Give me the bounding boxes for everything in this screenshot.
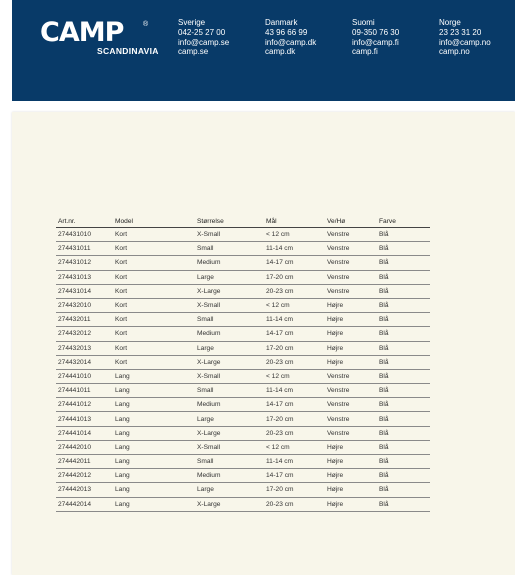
cell-art-nr: 274431013 <box>56 270 113 284</box>
cell-side: Højre <box>325 469 377 483</box>
header-side: Ve/Hø <box>325 215 377 228</box>
cell-color: Blå <box>377 398 430 412</box>
table-row <box>56 355 430 369</box>
cell-measure: 20-23 cm <box>264 497 325 511</box>
cell-size: Large <box>195 483 264 497</box>
cell-side: Venstre <box>325 270 377 284</box>
logo-text: CAMP <box>40 17 124 48</box>
cell-side: Venstre <box>325 426 377 440</box>
cell-size: Small <box>195 384 264 398</box>
cell-measure: < 12 cm <box>264 440 325 454</box>
cell-side: Højre <box>325 327 377 341</box>
cell-measure: 17-20 cm <box>264 483 325 497</box>
cell-model: Lang <box>113 440 195 454</box>
cell-size: X-Small <box>195 298 264 312</box>
cell-side: Højre <box>325 497 377 511</box>
cell-color: Blå <box>377 369 430 383</box>
contact-finland <box>352 18 399 57</box>
cell-model: Lang <box>113 455 195 469</box>
contact-email[interactable]: info@camp.se <box>178 37 230 47</box>
camp-logo <box>40 18 160 58</box>
cell-size: X-Small <box>195 369 264 383</box>
cell-size: Large <box>195 412 264 426</box>
cell-model: Lang <box>113 426 195 440</box>
cell-color: Blå <box>377 497 430 511</box>
cell-color: Blå <box>377 341 430 355</box>
contact-denmark <box>265 18 316 57</box>
cell-art-nr: 274431010 <box>56 228 113 242</box>
cell-color: Blå <box>377 284 430 298</box>
cell-side: Højre <box>325 483 377 497</box>
table-row <box>56 341 430 355</box>
cell-model: Lang <box>113 398 195 412</box>
table-header-row <box>56 215 430 228</box>
cell-art-nr: 274441011 <box>56 384 113 398</box>
table-row <box>56 469 430 483</box>
cell-measure: 17-20 cm <box>264 412 325 426</box>
contact-phone: 042-25 27 00 <box>178 27 226 37</box>
cell-color: Blå <box>377 298 430 312</box>
contact-country: Norge <box>439 18 461 27</box>
cell-side: Højre <box>325 298 377 312</box>
cell-measure: < 12 cm <box>264 298 325 312</box>
cell-measure: 11-14 cm <box>264 455 325 469</box>
table-row <box>56 313 430 327</box>
cell-art-nr: 274441010 <box>56 369 113 383</box>
cell-color: Blå <box>377 228 430 242</box>
cell-art-nr: 274431012 <box>56 256 113 270</box>
cell-measure: 11-14 cm <box>264 313 325 327</box>
cell-size: Large <box>195 270 264 284</box>
cell-model: Kort <box>113 341 195 355</box>
cell-size: Medium <box>195 398 264 412</box>
cell-size: Small <box>195 242 264 256</box>
cell-model: Kort <box>113 355 195 369</box>
cell-measure: 20-23 cm <box>264 426 325 440</box>
table-row <box>56 455 430 469</box>
header-art-nr: Art.nr. <box>56 215 113 228</box>
contact-phone: 43 96 66 99 <box>265 27 308 37</box>
cell-model: Lang <box>113 469 195 483</box>
cell-measure: 11-14 cm <box>264 242 325 256</box>
contact-web[interactable]: camp.se <box>178 47 209 57</box>
cell-art-nr: 274432012 <box>56 327 113 341</box>
contact-email[interactable]: info@camp.dk <box>265 37 317 47</box>
cell-art-nr: 274432011 <box>56 313 113 327</box>
cell-size: X-Large <box>195 426 264 440</box>
cell-measure: 14-17 cm <box>264 256 325 270</box>
cell-measure: 17-20 cm <box>264 341 325 355</box>
cell-art-nr: 274432014 <box>56 355 113 369</box>
cell-model: Lang <box>113 412 195 426</box>
cell-model: Lang <box>113 369 195 383</box>
cell-model: Lang <box>113 497 195 511</box>
cell-size: X-Large <box>195 497 264 511</box>
cell-color: Blå <box>377 256 430 270</box>
contact-email[interactable]: info@camp.no <box>439 37 491 47</box>
contact-web[interactable]: camp.fi <box>352 47 378 57</box>
cell-art-nr: 274442011 <box>56 455 113 469</box>
cell-side: Venstre <box>325 369 377 383</box>
cell-art-nr: 274441012 <box>56 398 113 412</box>
cell-size: Small <box>195 455 264 469</box>
cell-side: Venstre <box>325 242 377 256</box>
header-color: Farve <box>377 215 430 228</box>
contact-phone: 09-350 76 30 <box>352 27 400 37</box>
table-row <box>56 369 430 383</box>
cell-measure: 14-17 cm <box>264 327 325 341</box>
cell-art-nr: 274442013 <box>56 483 113 497</box>
contact-country: Danmark <box>265 18 298 27</box>
cell-model: Lang <box>113 483 195 497</box>
table-row <box>56 327 430 341</box>
table-row <box>56 228 430 242</box>
cell-color: Blå <box>377 412 430 426</box>
table-row <box>56 270 430 284</box>
table-row <box>56 398 430 412</box>
cell-side: Venstre <box>325 228 377 242</box>
cell-art-nr: 274431014 <box>56 284 113 298</box>
cell-model: Kort <box>113 284 195 298</box>
cell-color: Blå <box>377 455 430 469</box>
cell-measure: < 12 cm <box>264 228 325 242</box>
table-row <box>56 440 430 454</box>
table-row <box>56 412 430 426</box>
cell-side: Venstre <box>325 384 377 398</box>
cell-color: Blå <box>377 355 430 369</box>
cell-size: Medium <box>195 327 264 341</box>
contact-country: Suomi <box>352 18 375 27</box>
table-row <box>56 483 430 497</box>
contact-web[interactable]: camp.dk <box>265 47 296 57</box>
cell-color: Blå <box>377 483 430 497</box>
table-row <box>56 256 430 270</box>
cell-measure: 20-23 cm <box>264 355 325 369</box>
cell-color: Blå <box>377 469 430 483</box>
contact-web[interactable]: camp.no <box>439 47 470 57</box>
cell-color: Blå <box>377 440 430 454</box>
cell-side: Højre <box>325 440 377 454</box>
product-table <box>56 215 430 512</box>
cell-art-nr: 274441014 <box>56 426 113 440</box>
cell-size: X-Small <box>195 228 264 242</box>
cell-size: Large <box>195 341 264 355</box>
contact-norway <box>439 18 491 57</box>
cell-art-nr: 274431011 <box>56 242 113 256</box>
cell-measure: 17-20 cm <box>264 270 325 284</box>
cell-side: Venstre <box>325 412 377 426</box>
header-measure: Mål <box>264 215 325 228</box>
cell-size: Medium <box>195 256 264 270</box>
cell-model: Kort <box>113 228 195 242</box>
header-size: Størrelse <box>195 215 264 228</box>
logo-subtitle: SCANDINAVIA <box>97 46 159 56</box>
cell-art-nr: 274442010 <box>56 440 113 454</box>
cell-model: Kort <box>113 313 195 327</box>
logo-registered-mark: ® <box>143 21 149 28</box>
cell-measure: < 12 cm <box>264 369 325 383</box>
cell-model: Kort <box>113 256 195 270</box>
cell-side: Venstre <box>325 398 377 412</box>
cell-size: X-Large <box>195 284 264 298</box>
cell-color: Blå <box>377 313 430 327</box>
cell-model: Lang <box>113 384 195 398</box>
cell-side: Højre <box>325 341 377 355</box>
contact-sweden <box>178 18 229 57</box>
cell-measure: 20-23 cm <box>264 284 325 298</box>
cell-color: Blå <box>377 426 430 440</box>
cell-size: X-Large <box>195 355 264 369</box>
cell-color: Blå <box>377 242 430 256</box>
cell-size: Medium <box>195 469 264 483</box>
table-row <box>56 298 430 312</box>
cell-art-nr: 274442012 <box>56 469 113 483</box>
cell-model: Kort <box>113 270 195 284</box>
table-row <box>56 426 430 440</box>
contact-country: Sverige <box>178 18 206 27</box>
table-body <box>56 228 430 512</box>
cell-art-nr: 274432013 <box>56 341 113 355</box>
cell-side: Højre <box>325 455 377 469</box>
cell-measure: 14-17 cm <box>264 469 325 483</box>
cell-color: Blå <box>377 270 430 284</box>
cell-size: X-Small <box>195 440 264 454</box>
cell-size: Small <box>195 313 264 327</box>
cell-model: Kort <box>113 298 195 312</box>
cell-side: Højre <box>325 313 377 327</box>
header-banner <box>12 0 515 101</box>
cell-color: Blå <box>377 384 430 398</box>
cell-model: Kort <box>113 242 195 256</box>
header-model: Model <box>113 215 195 228</box>
cell-art-nr: 274442014 <box>56 497 113 511</box>
table-row <box>56 497 430 511</box>
contact-email[interactable]: info@camp.fi <box>352 37 399 47</box>
cell-art-nr: 274432010 <box>56 298 113 312</box>
table-row <box>56 284 430 298</box>
cell-art-nr: 274441013 <box>56 412 113 426</box>
table-row <box>56 242 430 256</box>
contact-phone: 23 23 31 20 <box>439 27 482 37</box>
cell-measure: 14-17 cm <box>264 398 325 412</box>
cell-side: Venstre <box>325 256 377 270</box>
cell-side: Venstre <box>325 284 377 298</box>
cell-measure: 11-14 cm <box>264 384 325 398</box>
table-row <box>56 384 430 398</box>
cell-model: Kort <box>113 327 195 341</box>
cell-color: Blå <box>377 327 430 341</box>
cell-side: Højre <box>325 355 377 369</box>
